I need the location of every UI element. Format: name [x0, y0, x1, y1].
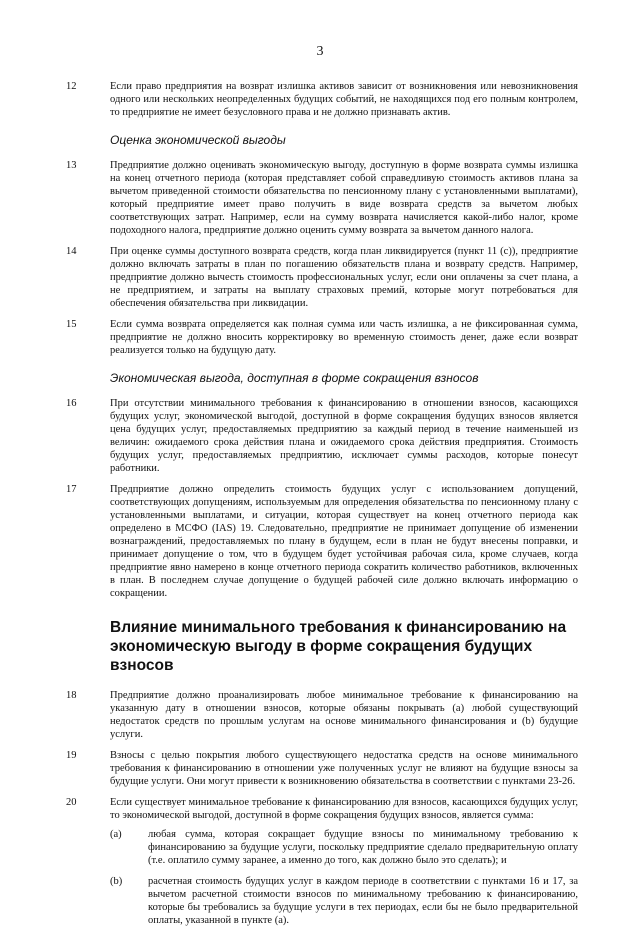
paragraph-number: 17: [66, 484, 77, 495]
paragraph-number: 14: [66, 246, 77, 257]
page-number: 3: [316, 44, 324, 59]
list-item-letter: (b): [110, 876, 123, 887]
paragraph-text: Предприятие должно оценивать экономическую выгоду, доступную в форме возврата суммы излишка на конец отчетного периода (которая представляет собой справедливую стоимость активов плана за вычетом приведенной стоимости обязательства по пенсионному плану с установленными выплатами), который предприятие имеет право получить в виде возврата средств за вычетом любых соответствующих затрат. Например, если на сумму возврата начисляется какой-либо налог, кроме подоходного налога, предприятие должно оценить сумму возврата за вычетом данного налога.: [110, 160, 578, 236]
paragraph-18: [66, 689, 578, 741]
subheading-economic-benefit-valuation: Оценка экономической выгоды: [110, 133, 286, 147]
paragraph-number: 16: [66, 398, 77, 409]
paragraph-number: 15: [66, 319, 77, 330]
paragraph-number: 20: [66, 797, 77, 808]
paragraph-text: Предприятие должно проанализировать любое минимальное требование к финансированию на указанную дату в отношении взносов, которые обязаны покрывать (a) любой существующий недостаток средств по прошлым услугам на основе минимального финансирования и (b) будущие услуги.: [110, 690, 578, 740]
subheading-contribution-reduction: Экономическая выгода, доступная в форме сокращения взносов: [110, 371, 479, 385]
paragraph-20: [66, 796, 578, 935]
paragraph-number: 13: [66, 160, 77, 171]
paragraph-17: [66, 483, 578, 600]
section-heading-minimum-funding: Влияние минимального требования к финансированию на экономическую выгоду в форме сокращения будущих взносов: [110, 619, 567, 674]
paragraph-text: Если существует минимальное требование к финансированию для взносов, касающихся будущих услуг, то экономической выгодой, доступной в форме сокращения будущих взносов, является сумма:: [110, 797, 578, 821]
list-item-a: [110, 828, 578, 867]
paragraph-text: При оценке суммы доступного возврата средств, когда план ликвидируется (пункт 11 (c)), предприятие должно включать затраты в план по погашению обязательств плана и возврату средств. Например, предприятие должно вычесть стоимость профессиональных услуг, если они оплачены за счет плана, а не предприятием, и затраты на выплату страховых премий, которые могут потребоваться для обеспечения обязательства при ликвидации.: [110, 246, 578, 309]
list-item-letter: (a): [110, 829, 122, 840]
paragraph-text: Если сумма возврата определяется как полная сумма или часть излишка, а не фиксированная сумма, предприятие не должно вносить корректировку во временную стоимость денег, даже если возврат реализуется только на будущую дату.: [110, 319, 578, 356]
paragraph-13: [66, 159, 578, 237]
paragraph-16: [66, 397, 578, 475]
paragraph-text: При отсутствии минимального требования к финансированию в отношении взносов, касающихся будущих услуг, экономической выгодой, доступной в форме сокращения будущих взносов является цена будущих услуг, предоставляемых предприятию за каждый период в течение наименьшей из величин: ожидаемого срока действия плана и ожидаемого срока действия предприятия. Стоимость будущих услуг, предоставляемых предприятию, исключает суммы расходов, которые понесут работники.: [110, 398, 578, 474]
paragraph-number: 18: [66, 690, 77, 701]
paragraph-text: Предприятие должно определить стоимость будущих услуг с использованием допущений, соответствующих допущениям, используемым для определения обязательства по пенсионному плану с установленными выплатами, и ситуации, которая существует на конец отчетного периода как определено в МСФО (IAS) 19. Следовательно, предприятие не принимает допущение об изменении вознаграждений, предоставляемых по плану в будущем, если в план не будут внесены поправки, и принимает допущение о том, что в будущем будет устойчивая рабочая сила, кроме случаев, когда предприятие явно намерено в конце отчетного периода сократить количество работников, включенных в план. В последнем случае допущение о будущей рабочей силе должно включать информацию о сокращении.: [110, 484, 578, 599]
paragraph-text: Если право предприятия на возврат излишка активов зависит от возникновения или невозникновения одного или нескольких неопределенных будущих событий, не находящихся под его полным контролем, то предприятие не имеет безусловного права и не должно признавать актив.: [110, 81, 578, 118]
list-item-text: расчетная стоимость будущих услуг в каждом периоде в соответствии с пунктами 16 и 17, за вычетом расчетной стоимости взносов по минимальному требованию к финансированию, которые бы требовались за будущие услуги в тех периодах, если бы не было предварительной оплаты, указанной в пункте (a).: [148, 876, 578, 926]
paragraph-14: [66, 245, 578, 310]
document-body: [66, 80, 578, 943]
paragraph-number: 19: [66, 750, 77, 761]
paragraph-number: 12: [66, 81, 77, 92]
paragraph-15: [66, 318, 578, 357]
paragraph-text: Взносы с целью покрытия любого существующего недостатка средств на основе минимального требования к финансированию в отношении уже полученных услуг не влияют на будущие взносы за будущие услуги. Они могут привести к возникновению обязательства в соответствии с пунктами 23-26.: [110, 750, 578, 787]
list-item-text: любая сумма, которая сокращает будущие взносы по минимальному требованию к финансированию за будущие услуги, поскольку предприятие сделало предварительную оплату (т.е. оплатило сумму заранее, а именно до того, как должно было это сделать); и: [148, 829, 578, 866]
paragraph-20-body: [110, 796, 578, 935]
list-item-b: [110, 875, 578, 927]
paragraph-12: [66, 80, 578, 119]
paragraph-19: [66, 749, 578, 788]
